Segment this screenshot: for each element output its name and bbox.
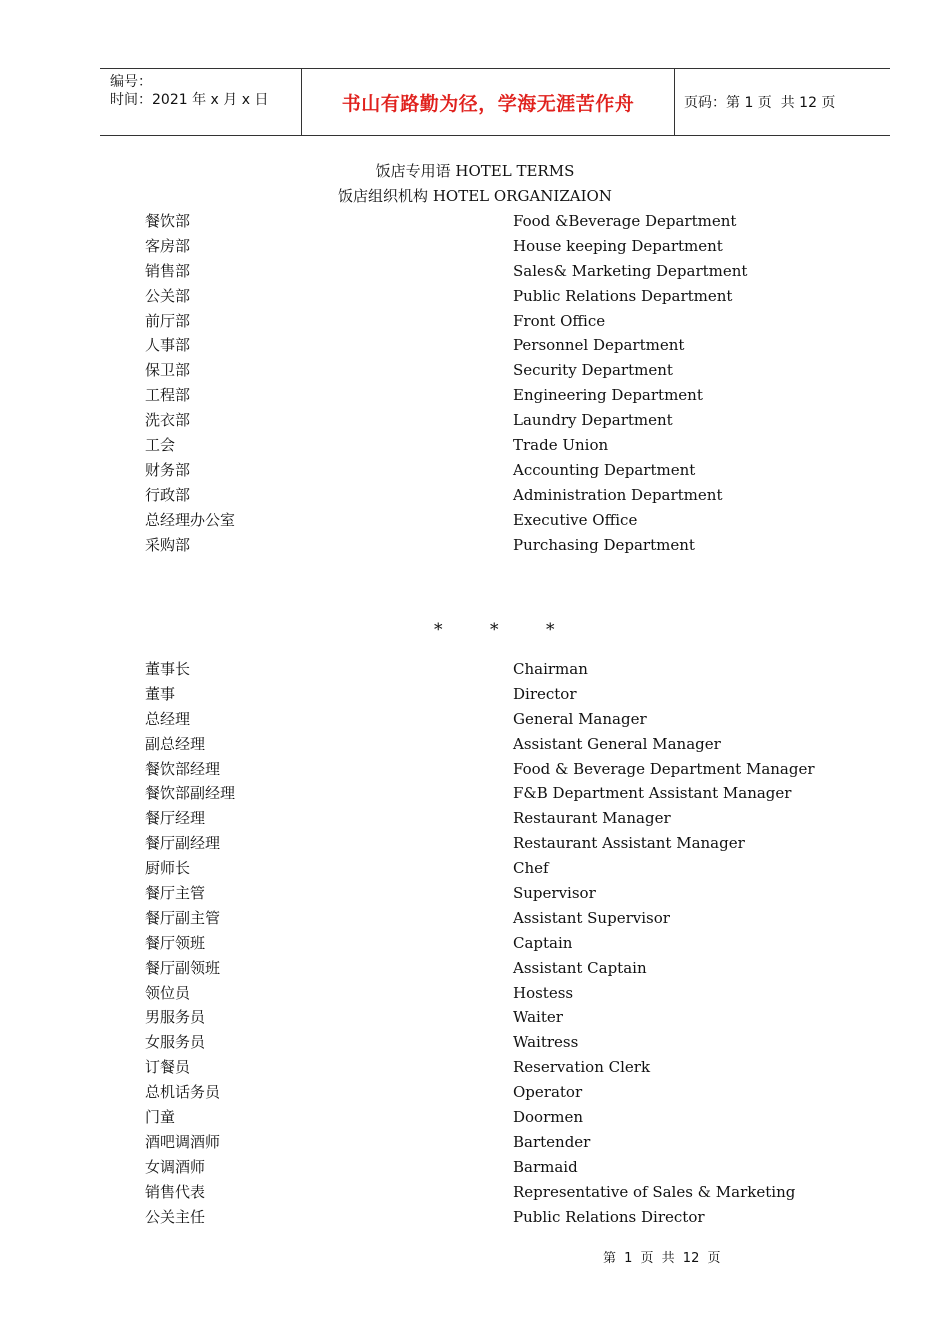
term-chinese: 保卫部 xyxy=(145,361,191,380)
separator-star: * xyxy=(434,620,443,640)
term-english: Reservation Clerk xyxy=(513,1058,651,1077)
department-row xyxy=(145,460,865,485)
department-row xyxy=(145,485,865,510)
section-separator xyxy=(0,620,950,642)
term-chinese: 餐厅主管 xyxy=(145,884,206,903)
term-english: Waitress xyxy=(513,1033,579,1052)
term-chinese: 餐厅副领班 xyxy=(145,958,221,977)
term-chinese: 酒吧调酒师 xyxy=(145,1132,221,1151)
position-row xyxy=(145,659,865,684)
term-chinese: 餐饮部经理 xyxy=(145,759,221,778)
term-english: Bartender xyxy=(513,1132,591,1151)
department-list xyxy=(145,211,865,559)
position-row xyxy=(145,1157,865,1182)
term-english: Sales& Marketing Department xyxy=(513,261,748,280)
position-row xyxy=(145,883,865,908)
position-row xyxy=(145,808,865,833)
term-english: Barmaid xyxy=(513,1157,578,1176)
header-motto-cell xyxy=(301,69,675,135)
term-chinese: 行政部 xyxy=(145,485,191,504)
term-english: Restaurant Manager xyxy=(513,809,671,828)
department-row xyxy=(145,335,865,360)
term-chinese: 餐饮部 xyxy=(145,212,191,230)
term-chinese: 客房部 xyxy=(145,236,191,255)
term-english: Chef xyxy=(513,859,549,878)
department-row xyxy=(145,385,865,410)
term-chinese: 厨师长 xyxy=(145,859,191,878)
term-chinese: 餐厅经理 xyxy=(145,809,206,828)
header-meta-cell xyxy=(100,69,301,135)
document-number-label: 编号： xyxy=(110,74,152,90)
term-english: Chairman xyxy=(513,660,588,678)
department-row xyxy=(145,535,865,560)
term-english: Restaurant Assistant Manager xyxy=(513,834,745,853)
term-chinese: 订餐员 xyxy=(145,1058,191,1077)
department-row xyxy=(145,211,865,236)
page-footer: 第 1 页 共 12 页 xyxy=(603,1251,721,1266)
position-list xyxy=(145,659,865,1231)
term-chinese: 董事长 xyxy=(145,660,191,678)
position-row xyxy=(145,1107,865,1132)
position-row xyxy=(145,684,865,709)
term-english: Doormen xyxy=(513,1108,584,1127)
department-row xyxy=(145,311,865,336)
term-english: Executive Office xyxy=(513,510,638,529)
term-chinese: 女服务员 xyxy=(145,1033,206,1052)
term-chinese: 总经理 xyxy=(145,709,191,728)
term-chinese: 总经理办公室 xyxy=(145,510,236,529)
term-english: Waiter xyxy=(513,1008,563,1027)
position-row xyxy=(145,1057,865,1082)
term-chinese: 工会 xyxy=(145,436,176,455)
term-english: Public Relations Director xyxy=(513,1207,705,1226)
term-english: Assistant Supervisor xyxy=(513,908,670,927)
position-row xyxy=(145,734,865,759)
term-english: Trade Union xyxy=(513,436,609,455)
term-chinese: 领位员 xyxy=(145,983,191,1002)
section-title-organization: 饭店组织机构 HOTEL ORGANIZAION xyxy=(338,187,612,205)
header-page-info: 页码：第 1 页 共 12 页 xyxy=(684,95,836,111)
term-chinese: 公关主任 xyxy=(145,1207,206,1226)
term-chinese: 餐厅副主管 xyxy=(145,908,221,927)
term-chinese: 财务部 xyxy=(145,460,191,479)
term-chinese: 工程部 xyxy=(145,386,191,405)
term-chinese: 总机话务员 xyxy=(145,1083,221,1102)
term-chinese: 副总经理 xyxy=(145,734,206,753)
department-row xyxy=(145,286,865,311)
position-row xyxy=(145,1007,865,1032)
term-chinese: 女调酒师 xyxy=(145,1157,206,1176)
separator-star: * xyxy=(546,620,555,640)
document-title: 饭店专用语 HOTEL TERMS xyxy=(375,162,575,180)
position-row xyxy=(145,783,865,808)
term-chinese: 门童 xyxy=(145,1108,176,1127)
term-chinese: 餐厅副经理 xyxy=(145,834,221,853)
position-row xyxy=(145,983,865,1008)
department-row xyxy=(145,360,865,385)
term-chinese: 前厅部 xyxy=(145,311,191,330)
term-english: Food &Beverage Department xyxy=(513,212,737,230)
term-english: Security Department xyxy=(513,361,673,380)
document-date-label: 时间：2021 年 x 月 x 日 xyxy=(110,92,269,108)
page-header xyxy=(100,68,890,136)
term-english: Operator xyxy=(513,1083,583,1102)
term-chinese: 男服务员 xyxy=(145,1008,206,1027)
term-english: Assistant Captain xyxy=(513,958,647,977)
term-english: Public Relations Department xyxy=(513,286,733,305)
position-row xyxy=(145,933,865,958)
term-english: House keeping Department xyxy=(513,236,723,255)
position-row xyxy=(145,1032,865,1057)
position-row xyxy=(145,908,865,933)
position-row xyxy=(145,833,865,858)
term-english: Supervisor xyxy=(513,884,596,903)
term-chinese: 董事 xyxy=(145,684,176,703)
position-row xyxy=(145,858,865,883)
term-english: Purchasing Department xyxy=(513,535,695,554)
position-row xyxy=(145,1182,865,1207)
position-row xyxy=(145,1082,865,1107)
term-english: Hostess xyxy=(513,983,574,1002)
term-english: Accounting Department xyxy=(513,460,696,479)
term-chinese: 餐饮部副经理 xyxy=(145,784,236,803)
term-english: Food & Beverage Department Manager xyxy=(513,759,815,778)
term-english: Director xyxy=(513,684,577,703)
position-row xyxy=(145,709,865,734)
department-row xyxy=(145,410,865,435)
term-english: Engineering Department xyxy=(513,386,703,405)
term-chinese: 采购部 xyxy=(145,535,191,554)
department-row xyxy=(145,510,865,535)
term-chinese: 销售部 xyxy=(145,261,191,280)
term-chinese: 餐厅领班 xyxy=(145,933,206,952)
term-chinese: 公关部 xyxy=(145,286,191,305)
term-english: Personnel Department xyxy=(513,336,685,355)
term-english: Representative of Sales & Marketing xyxy=(513,1182,796,1201)
header-motto: 书山有路勤为径，学海无涯苦作舟 xyxy=(341,92,635,115)
position-row xyxy=(145,759,865,784)
department-row xyxy=(145,261,865,286)
term-english: Assistant General Manager xyxy=(513,734,721,753)
term-english: Captain xyxy=(513,933,573,952)
separator-star: * xyxy=(490,620,499,640)
term-english: Front Office xyxy=(513,311,606,330)
header-page-cell xyxy=(675,69,890,135)
term-english: F&B Department Assistant Manager xyxy=(513,784,792,803)
position-row xyxy=(145,1207,865,1232)
term-chinese: 人事部 xyxy=(145,336,191,355)
term-chinese: 销售代表 xyxy=(145,1182,206,1201)
term-english: Laundry Department xyxy=(513,411,673,430)
department-row xyxy=(145,236,865,261)
term-chinese: 洗衣部 xyxy=(145,411,191,430)
term-english: Administration Department xyxy=(513,485,723,504)
position-row xyxy=(145,1132,865,1157)
department-row xyxy=(145,435,865,460)
term-english: General Manager xyxy=(513,709,647,728)
position-row xyxy=(145,958,865,983)
